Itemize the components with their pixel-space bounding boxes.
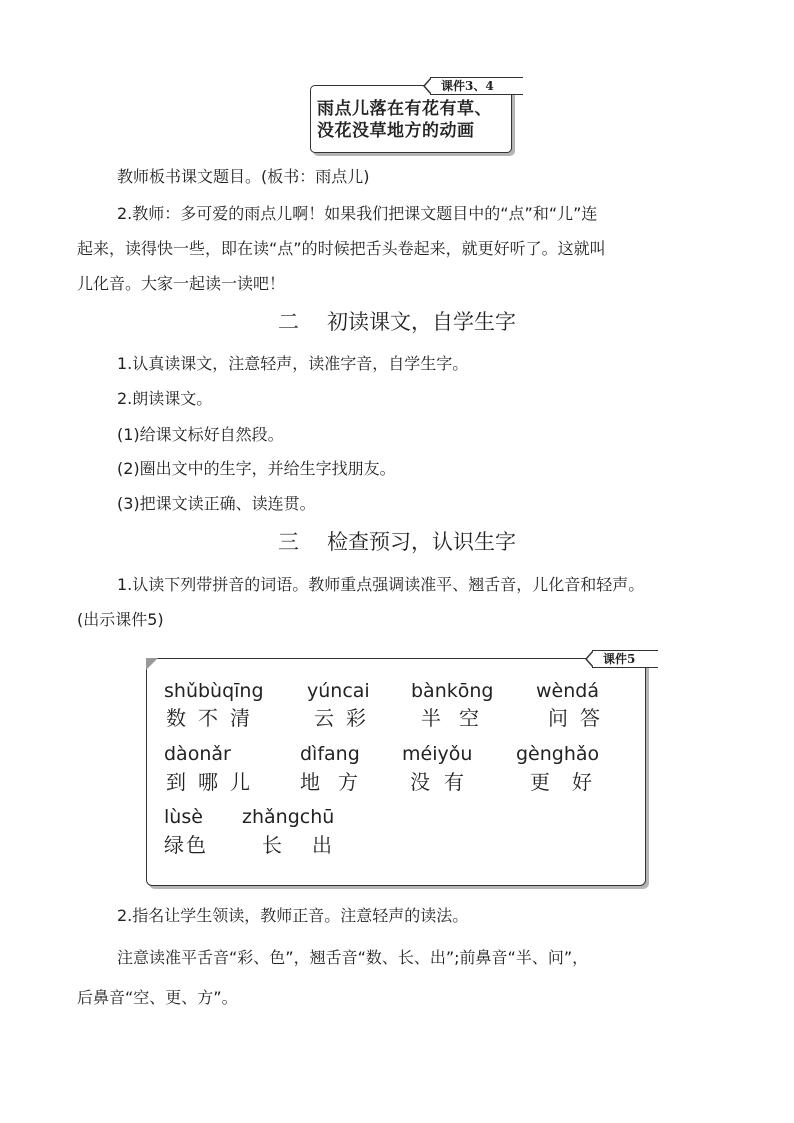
- pinyin-text: bànkōng: [411, 680, 494, 702]
- section-title: 检查预习，认识生字: [327, 530, 516, 554]
- callout-title-line1: 雨点儿落在有花有草、: [317, 99, 492, 119]
- pinyin-text: gènghǎo: [516, 743, 600, 765]
- pinyin-text: zhǎngchū: [242, 806, 335, 828]
- hanzi-text: 半空: [421, 706, 497, 730]
- intro-paragraph-2-line2: 起来，读得快一些，即在读“点”的时候把舌头卷起来，就更好听了。这就叫: [77, 239, 606, 258]
- intro-paragraph-1: 教师板书课文题目。(板书：雨点儿): [117, 167, 370, 186]
- pinyin-text: méiyǒu: [402, 743, 473, 765]
- hanzi-text: 没有: [410, 770, 478, 794]
- section3-paragraph-2: 2.指名让学生领读，教师正音。注意轻声的读法。: [117, 906, 469, 925]
- pinyin-text: shǔbùqīng: [164, 680, 264, 702]
- list-item: (2)圈出文中的生字，并给生字找朋友。: [117, 459, 396, 478]
- hanzi-text: 到哪儿: [166, 770, 262, 794]
- card-corner-fold: [146, 658, 158, 670]
- hanzi-text: 云彩: [314, 706, 378, 730]
- section-heading-3: [0, 527, 794, 557]
- callout-title: [317, 98, 509, 142]
- callout-title-line2: 没花没草地方的动画: [317, 121, 475, 141]
- hanzi-text: 地方: [300, 770, 376, 794]
- section-number: 三: [278, 530, 299, 554]
- courseware-tag-5: 课件5: [592, 650, 658, 668]
- hanzi-text: 绿色: [164, 833, 208, 857]
- pinyin-text: lùsè: [164, 806, 203, 828]
- hanzi-text: 更好: [530, 770, 614, 794]
- pinyin-text: dìfang: [300, 743, 360, 765]
- section-heading-2: [0, 307, 794, 337]
- section3-paragraph-3-line1: 注意读准平舌音“彩、色”，翘舌音“数、长、出”;前鼻音“半、问”，: [117, 948, 589, 967]
- section-number: 二: [278, 310, 299, 334]
- section3-paragraph-3-line2: 后鼻音“空、更、方”。: [77, 988, 238, 1007]
- list-item: (3)把课文读正确、读连贯。: [117, 494, 316, 513]
- hanzi-text: 问答: [548, 706, 612, 730]
- pinyin-text: wèndá: [536, 680, 599, 702]
- pinyin-text: dàonǎr: [164, 743, 231, 765]
- list-item: 2.朗读课文。: [117, 389, 213, 408]
- section3-paragraph-1-line1: 1.认读下列带拼音的词语。教师重点强调读准平、翘舌音，儿化音和轻声。: [117, 575, 645, 594]
- list-item: (1)给课文标好自然段。: [117, 425, 284, 444]
- intro-paragraph-2-line1: 2.教师：多可爱的雨点儿啊！如果我们把课文题目中的“点”和“儿”连: [117, 204, 598, 223]
- hanzi-text: 数不清: [166, 706, 262, 730]
- pinyin-text: yúncai: [307, 680, 370, 702]
- intro-paragraph-2-line3: 儿化音。大家一起读一读吧！: [77, 274, 286, 293]
- list-item: 1.认真读课文，注意轻声，读准字音，自学生字。: [117, 354, 469, 373]
- courseware-tag-3-4: 课件3、4: [430, 77, 523, 95]
- section-title: 初读课文，自学生字: [327, 310, 516, 334]
- hanzi-text: 长出: [262, 833, 362, 857]
- section3-paragraph-1-line2: (出示课件5): [77, 610, 164, 629]
- callout-card-animation: [310, 85, 512, 153]
